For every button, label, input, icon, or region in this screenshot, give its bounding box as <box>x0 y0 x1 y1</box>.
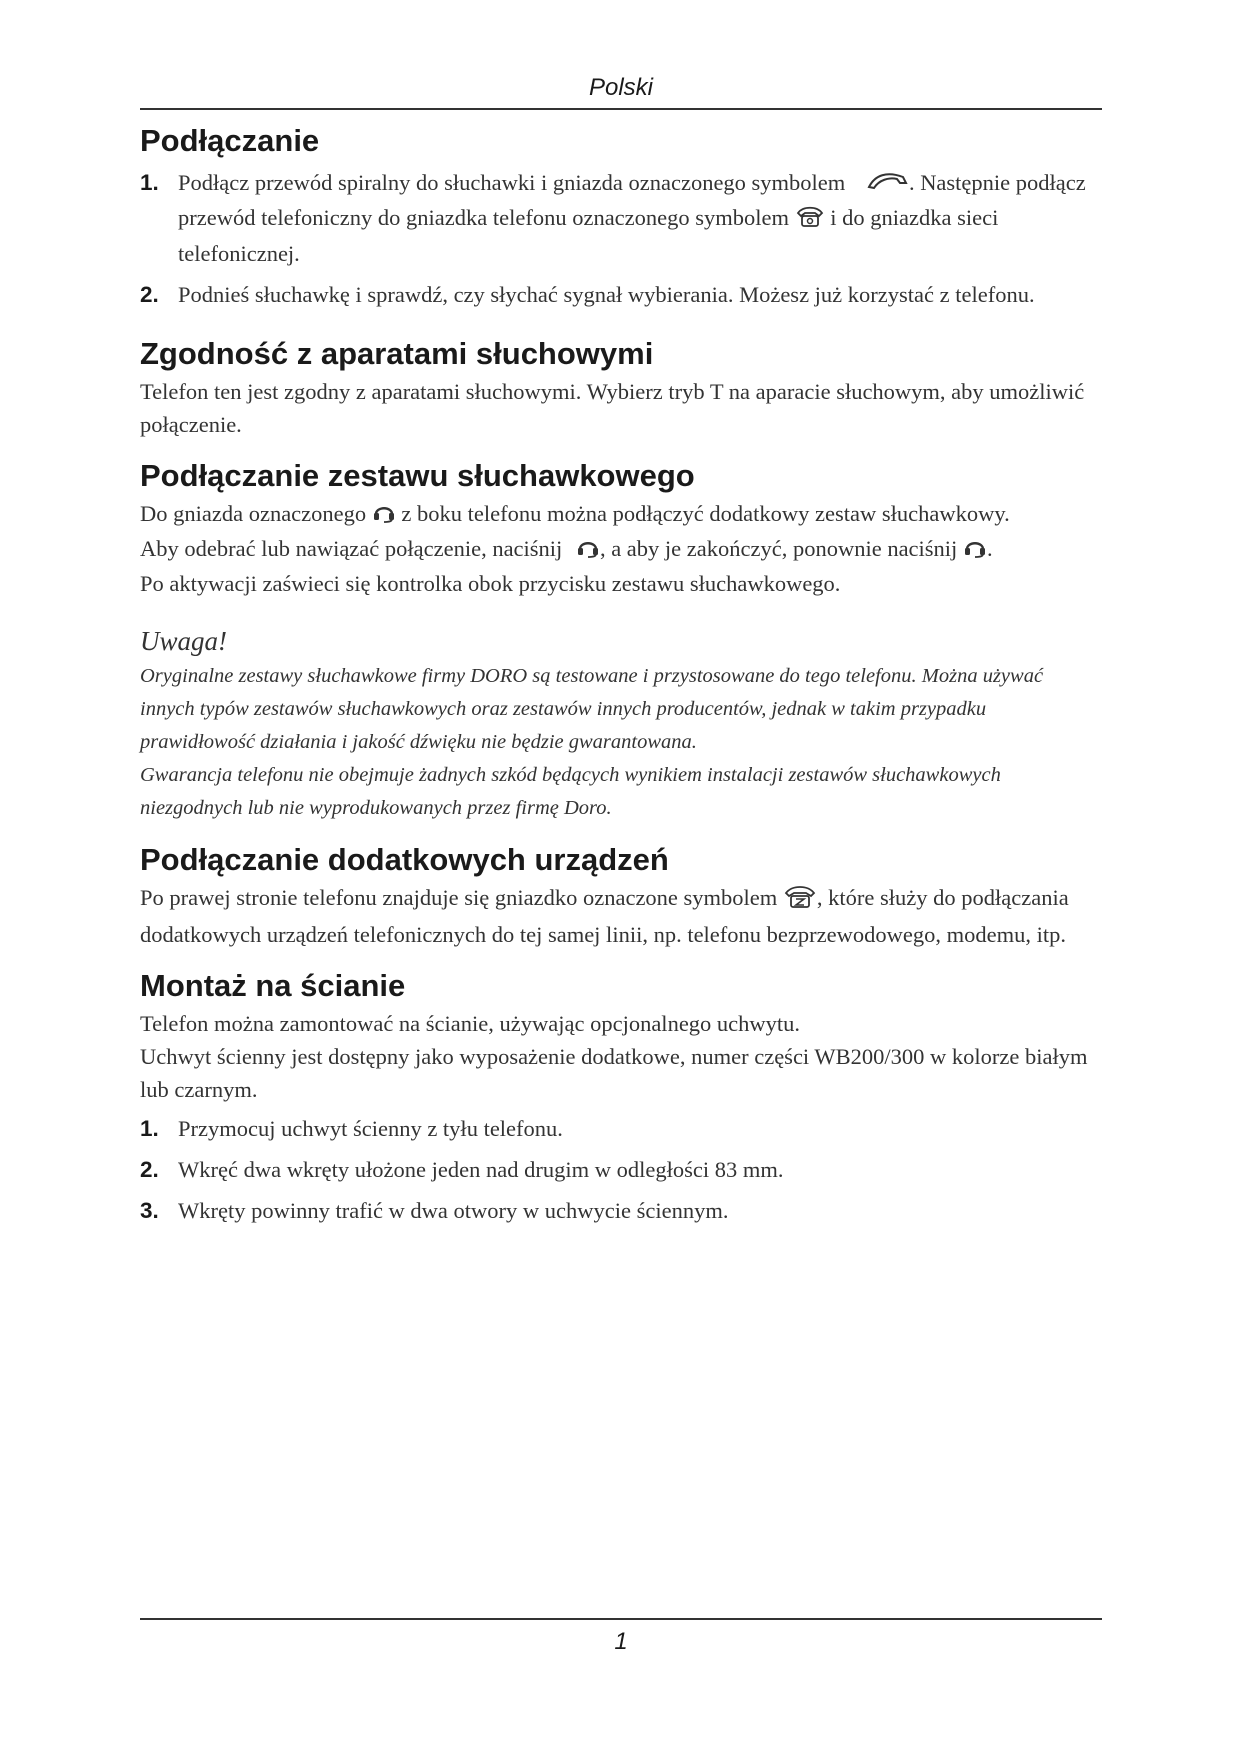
header-language: Polski <box>588 74 654 101</box>
page-number: 1 <box>614 1628 628 1655</box>
step-text <box>178 166 1102 270</box>
handset-icon <box>865 168 909 201</box>
step-text-part: Podłącz przewód spiralny do słuchawki i gniazda oznaczonego symbolem <box>178 170 846 195</box>
extension-socket-icon <box>783 883 817 918</box>
list-item <box>140 1153 1102 1186</box>
step-number: 1. <box>140 1115 159 1141</box>
note-title: Uwaga! <box>140 626 227 657</box>
step-number: 2. <box>140 281 159 307</box>
phone-socket-icon <box>795 204 825 237</box>
note-paragraph: Gwarancja telefonu nie obejmuje żadnych szkód będących wynikiem instalacji zestawów słuchawkowych niezgodnych lub nie wyprodukowanych przez firmę Doro. <box>140 764 1001 820</box>
headset-paragraph <box>140 497 1102 532</box>
section-title-hearing-aid: Zgodność z aparatami słuchowymi <box>140 335 654 371</box>
headset-icon <box>372 499 396 532</box>
extra-devices-text <box>140 881 1102 950</box>
headset-text-part: z boku telefonu można podłączyć dodatkowy zestaw słuchawkowy. <box>401 500 1010 526</box>
footer-rule <box>140 1618 1102 1620</box>
headset-indicator-text: Po aktywacji zaświeci się kontrolka obok przycisku zestawu słuchawkowego. <box>140 571 841 597</box>
list-item <box>140 166 1102 270</box>
headset-text-part: . <box>986 536 993 562</box>
headset-text-part: Aby odebrać lub nawiązać połączenie, naciśnij <box>140 536 563 562</box>
step-text: Podnieś słuchawkę i sprawdź, czy słychać sygnał wybierania. Możesz już korzystać z telefonu. <box>178 281 1035 307</box>
headset-text-part: Do gniazda oznaczonego <box>140 500 367 526</box>
header-rule <box>140 108 1102 110</box>
extra-devices-text-part: Po prawej stronie telefonu znajduje się gniazdko oznaczone symbolem <box>140 885 778 911</box>
page-content <box>140 120 1102 1235</box>
step-text-part: . Następnie podłącz przewód telefoniczny do gniazdka telefonu oznaczonego symbolem <box>178 170 1086 231</box>
headset-paragraph <box>140 532 1102 567</box>
headset-icon <box>576 534 600 567</box>
hearing-aid-text: Telefon ten jest zgodny z aparatami słuchowymi. Wybierz tryb T na aparacie słuchowym, aby umożliwić połączenie. <box>140 378 1085 437</box>
step-text: Wkręć dwa wkręty ułożone jeden nad drugim w odległości 83 mm. <box>178 1156 784 1182</box>
step-text-part: i do gniazdka sieci telefonicznej. <box>178 205 999 266</box>
step-number: 2. <box>140 1156 159 1182</box>
step-text: Wkręty powinny trafić w dwa otwory w uchwycie ściennym. <box>178 1197 729 1223</box>
list-item <box>140 1194 1102 1227</box>
extra-devices-text-part: , które służy do podłączania dodatkowych urządzeń telefonicznych do tej samej linii, np. telefonu bezprzewodowego, modemu, itp. <box>140 885 1069 947</box>
headset-text-part: , a aby je zakończyć, ponownie naciśnij <box>599 536 958 562</box>
headset-icon <box>963 534 987 567</box>
section-title-connecting: Podłączanie <box>140 123 320 158</box>
list-item <box>140 278 1102 311</box>
wall-mount-text: Uchwyt ścienny jest dostępny jako wyposażenie dodatkowe, numer części WB200/300 w kolorze białym lub czarnym. <box>140 1043 1088 1102</box>
step-text: Przymocuj uchwyt ścienny z tyłu telefonu. <box>178 1115 563 1141</box>
wall-mount-text: Telefon można zamontować na ścianie, używając opcjonalnego uchwytu. <box>140 1010 801 1036</box>
section-title-wall-mount: Montaż na ścianie <box>140 967 406 1003</box>
step-number: 1. <box>140 170 159 195</box>
list-item <box>140 1112 1102 1145</box>
note-paragraph: Oryginalne zestawy słuchawkowe firmy DORO są testowane i przystosowane do tego telefonu. Można używać innych typów zestawów słuchawkowych oraz zestawów innych producentów, jednak w takim przypadku prawidłowość działania i jakość dźwięku nie będzie gwarantowana. <box>140 665 1044 754</box>
section-title-headset: Podłączanie zestawu słuchawkowego <box>140 457 695 493</box>
section-title-extra-devices: Podłączanie dodatkowych urządzeń <box>140 842 669 878</box>
step-number: 3. <box>140 1197 159 1223</box>
